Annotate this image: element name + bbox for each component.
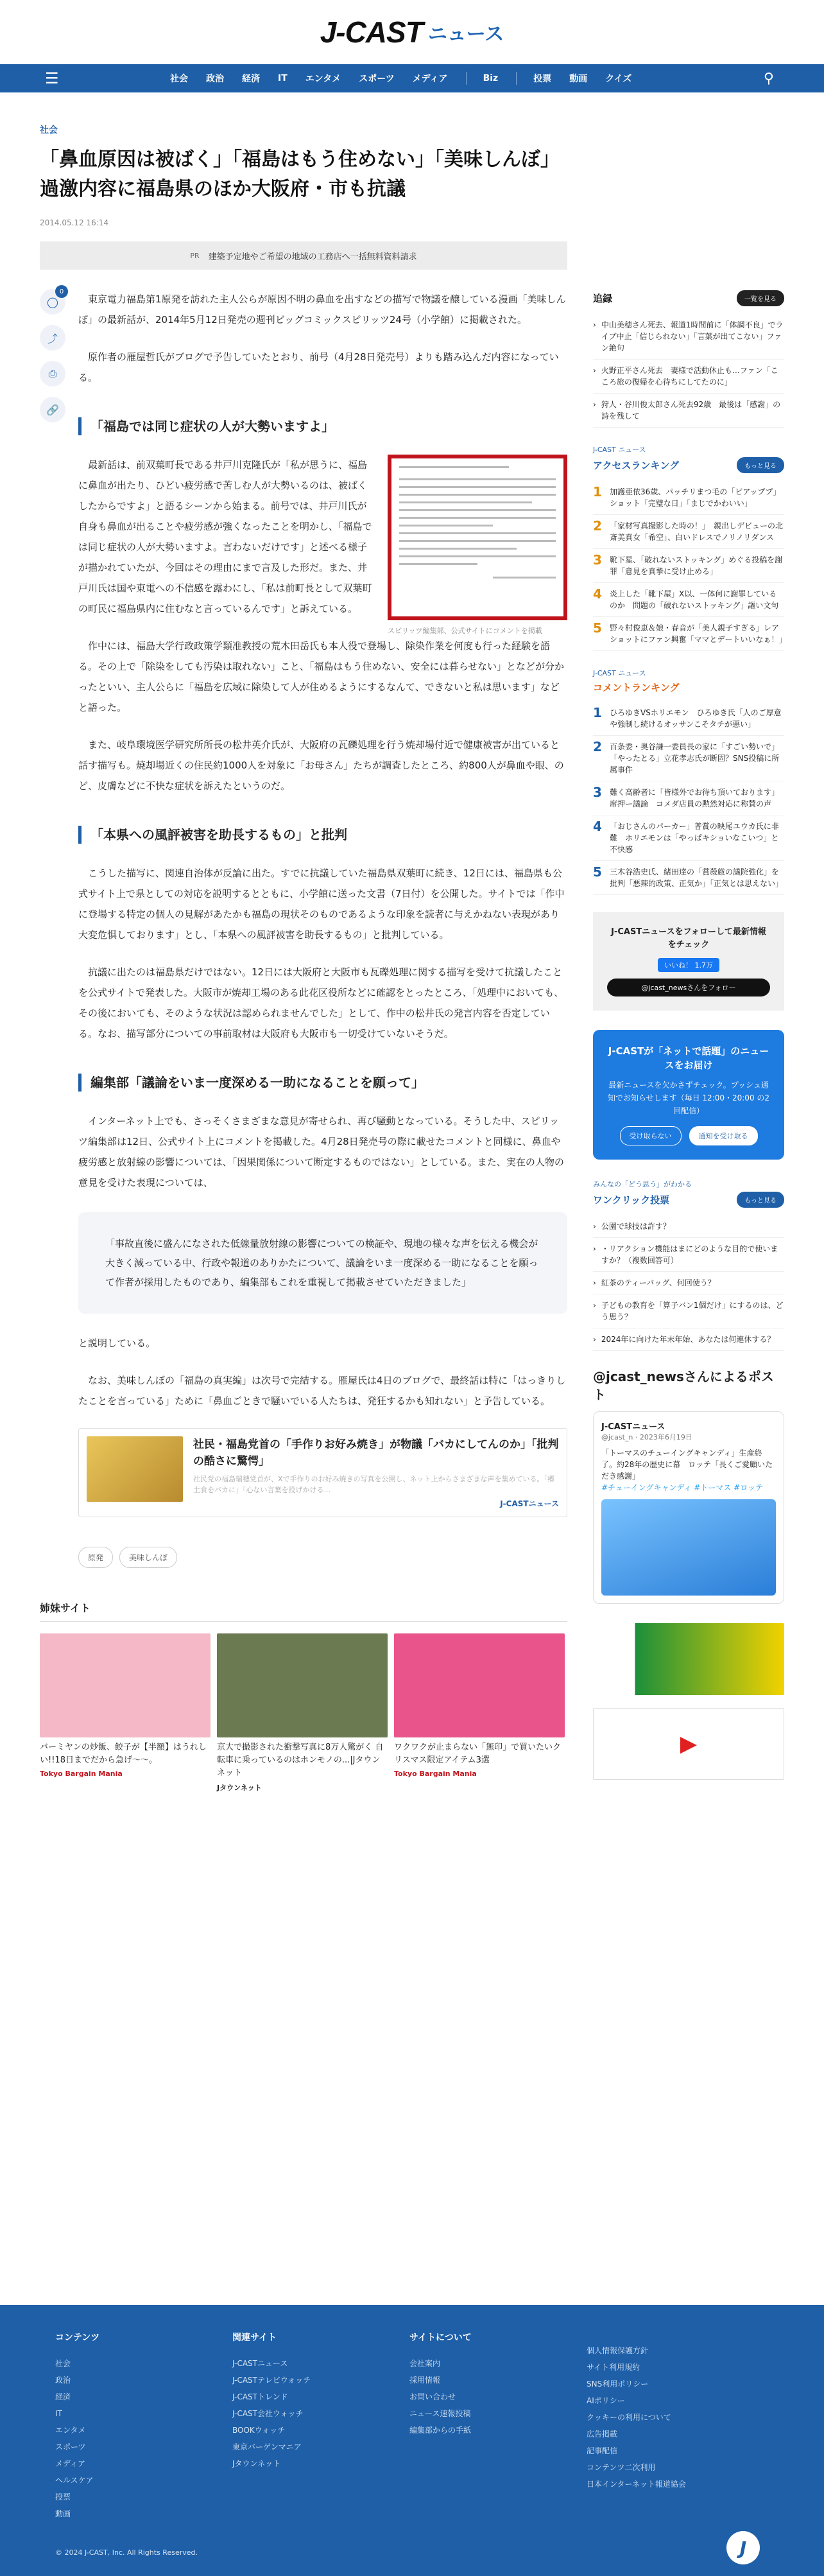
sister-sites-heading: 姉妹サイト [40, 1600, 567, 1622]
list-item-bullet: › [593, 1244, 596, 1253]
list-item-bullet: › [593, 1222, 596, 1231]
footer-column [232, 2331, 409, 2522]
youtube-channel-banner[interactable] [593, 1708, 784, 1780]
list-item[interactable] [593, 861, 784, 895]
pr-text: 建築予定地やご希望の地域の工務店へ一括無料資料請求 [208, 252, 417, 262]
related-article-source: J-CASTニュース [500, 1499, 559, 1508]
related-article-text [193, 1436, 559, 1509]
sister-sites [40, 1600, 567, 1793]
site-footer [0, 2305, 824, 2576]
list-item-text: 難く高齢者に「皆様外でお待ち頂いております」席押ー議論 コメダ店員の勲然対応に称賛の声 [610, 788, 780, 808]
footer-link[interactable]: スポーツ [55, 2442, 86, 2451]
list-item-text: 炎上した「靴下屋」X以、一体何に謝罪しているのか 問題の「破れないストッキング」謳い文句 [610, 589, 779, 610]
youtube-icon: ▶ [680, 1731, 698, 1757]
footer-link[interactable]: 社会 [55, 2359, 71, 2368]
figure-text-line [399, 563, 477, 565]
related-article-image [87, 1436, 183, 1502]
list-item[interactable] [593, 1272, 784, 1294]
footer-column [409, 2331, 587, 2522]
footer-link[interactable]: J-CASTトレンド [232, 2392, 288, 2401]
rank-number: 5 [593, 864, 602, 880]
comment-count-badge: 0 [55, 285, 68, 298]
list-item-text: 加護亜依36歳、パッチリまつ毛の「ビアッププ」ショット「完璧な日」「まじでかわいい」 [610, 487, 781, 508]
figure-text-line [399, 517, 556, 519]
article-body-area [40, 289, 567, 1568]
tag-oishinbo[interactable]: 美味しんぼ [119, 1547, 177, 1568]
figure-text-line [399, 494, 556, 496]
nav-item-biz[interactable]: Biz [483, 73, 499, 83]
copy-link-button[interactable] [40, 397, 65, 422]
push-accept-button[interactable]: 通知を受け取る [689, 1126, 758, 1145]
section-heading: 「福島では同じ症状の人が大勢いますよ」 [78, 417, 567, 435]
list-item-bullet: › [593, 1278, 596, 1287]
paragraph: インターネット上でも、さっそくさまざまな意見が寄せられ、再び騒動となっている。そうした中、スピリッツ編集部は12日、公式サイト上にコメントを掲載した。4月28日発売号の際に載せたコメントと同様に、鼻血や疲労感と放射線の影響については、「因果関係について断定するものではない」としている。また、実在の人物の意見を受けた表現については、 [78, 1115, 564, 1188]
nav-items [170, 72, 649, 85]
followup-title: 追録 [593, 293, 613, 304]
list-item[interactable] [593, 702, 784, 736]
footer-column [587, 2331, 764, 2522]
push-title: J-CASTが「ネットで話題」のニュースをお届け [608, 1045, 769, 1071]
list-item-text: 「家材写真撮影した時の！」 親出しデビューの北斎美真女「希空」、白いドレスでノリノリダンス [610, 521, 784, 542]
footer-link[interactable]: BOOKウォッチ [232, 2426, 286, 2435]
list-item[interactable] [593, 815, 784, 861]
article-title: 「鼻血原因は被ばく」「福島はもう住めない」「美味しんぼ」過激内容に福島県のほか大阪府・市も抗議 [40, 148, 560, 200]
footer-link[interactable]: 投票 [55, 2493, 71, 2502]
list-item[interactable] [593, 583, 784, 617]
site-logo[interactable] [320, 15, 504, 49]
article-content [78, 289, 567, 1568]
list-item[interactable] [593, 1328, 784, 1351]
x-post-name: J-CASTニュース [601, 1422, 665, 1432]
sister-card[interactable] [40, 1633, 210, 1793]
rank-number: 3 [593, 552, 602, 568]
list-item-text: 子どもの教育を「算子バン1個だけ」にするのは、どう思う？ [601, 1301, 784, 1321]
footer-link[interactable]: 東京バーゲンマニア [232, 2442, 302, 2451]
comment-ranking-mini: J-CAST ニュース [593, 669, 646, 677]
sister-card-source: Jタウンネット [217, 1784, 262, 1792]
list-item[interactable] [593, 781, 784, 815]
nav-item-sports[interactable]: スポーツ [359, 74, 395, 84]
nav-item-seiji[interactable]: 政治 [206, 74, 224, 84]
comment-ranking-list [593, 702, 784, 895]
sister-card-text: バーミヤンの炒飯、餃子が【半額】はうれしい!!18日までだから急げ〜〜。 [40, 1743, 207, 1765]
x-post[interactable] [593, 1411, 784, 1604]
list-item[interactable] [593, 736, 784, 781]
share-button[interactable] [40, 325, 65, 351]
rank-number: 2 [593, 518, 602, 534]
footer-column-heading: コンテンツ [55, 2333, 100, 2343]
list-item-text: 狩人・谷川俊太郎さん死去92歳 最後は「感謝」の詩を残して [601, 400, 781, 421]
section-heading: 編集部「議論をいま一度深める一助になることを願って」 [78, 1074, 567, 1092]
comment-button[interactable] [40, 289, 65, 315]
list-item[interactable] [593, 549, 784, 583]
footer-link[interactable]: 記事配信 [587, 2446, 618, 2455]
list-item[interactable] [593, 314, 784, 360]
list-item-text: 野々村俊恵＆娘・春音が「美人親子すぎる」レアショットにファン興奮「ママとデートいいなぁ！」 [610, 623, 787, 644]
sister-card[interactable] [217, 1633, 388, 1793]
followup-more-button[interactable]: 一覧を見る [737, 290, 784, 306]
sister-card-image [217, 1633, 388, 1737]
x-follow-button[interactable]: @jcast_newsさんをフォロー [607, 979, 770, 996]
footer-link[interactable]: 政治 [55, 2376, 71, 2385]
nav-divider [516, 72, 517, 85]
footer-link[interactable]: 日本インターネット報道協会 [587, 2480, 686, 2489]
footer-column-heading: 関連サイト [232, 2333, 277, 2343]
footer-link[interactable]: サイト利用規約 [587, 2363, 640, 2372]
rank-number: 1 [593, 484, 602, 500]
list-item[interactable] [593, 360, 784, 394]
figure-text-line [399, 509, 556, 511]
vote-more-button[interactable]: もっと見る [737, 1192, 784, 1208]
comment-ranking-header [593, 681, 784, 694]
sister-card-source: Tokyo Bargain Mania [40, 1770, 123, 1778]
figure-text-line [399, 532, 556, 534]
footer-link[interactable]: 採用情報 [409, 2376, 441, 2385]
pr-banner[interactable] [40, 241, 567, 270]
search-icon[interactable]: ⚲ [763, 71, 774, 87]
footer-link[interactable]: J-CAST会社ウォッチ [232, 2409, 304, 2418]
nav-item-entame[interactable]: エンタメ [305, 74, 341, 84]
footer-link[interactable]: AIポリシー [587, 2396, 625, 2405]
menu-icon[interactable]: ☰ [45, 69, 59, 87]
main-nav [0, 64, 824, 92]
paragraph: こうした描写に、関連自治体が反論に出た。すでに抗議していた福島県双葉町に続き、12日には、福島県も公式サイト上で県としての対応を説明するとともに、小学館に送った文書（7日付）を公開した。サイトでは「作中に登場する特定の個人の見解があたかも福島の現状そのものであるような印象を読者に与えかねない表現があり大変危惧しております」とし、「本県への風評被害を助長するもの」と批判している。 [78, 867, 565, 941]
list-item[interactable] [593, 394, 784, 428]
article-category[interactable]: 社会 [40, 125, 58, 135]
link-icon: 🔗 [46, 403, 59, 416]
push-notification-box [593, 1030, 784, 1160]
list-item[interactable] [593, 1294, 784, 1328]
followup-header [593, 290, 784, 306]
footer-link[interactable]: 個人情報保護方針 [587, 2346, 649, 2355]
x-post-body: 「トーマスのチューイングキャンディ」生産終了。約28年の歴史に幕 ロッテ「長くご愛顧いただき感謝」 [601, 1449, 773, 1481]
list-item[interactable] [593, 481, 784, 515]
footer-link[interactable]: 経済 [55, 2392, 71, 2401]
figure-text-line [399, 501, 532, 503]
vote-mini: みんなの「どう思う」がわかる [593, 1180, 692, 1188]
footer-link[interactable]: 編集部からの手紙 [409, 2426, 472, 2435]
footer-link[interactable]: IT [55, 2409, 62, 2418]
list-item[interactable] [593, 1215, 784, 1238]
rank-number: 2 [593, 739, 602, 754]
access-ranking-mini: J-CAST ニュース [593, 446, 646, 454]
push-description: 最新ニュースを欠かさずチェック。プッシュ通知でお知らせします（毎日 12:00・20:00 の2回配信） [607, 1081, 770, 1115]
figure-text-line [399, 540, 556, 542]
x-post-hashtags[interactable]: #チューイングキャンディ #トーマス #ロッテ [601, 1483, 763, 1492]
article [40, 123, 567, 1793]
figure-text-line [399, 486, 556, 488]
paragraph: 最新話は、前双葉町長である井戸川克隆氏が「私が思うに、福島に鼻血が出たり、ひどい疲労感で苦しむ人が大勢いるのは、被ばくしたからですよ」と語るシーンから始まる。前号では、井戸川氏が自身も鼻血が出ることや疲労感が強くなったことを明かし、「福島では同じ症状の人が大勢いますよ。言わないだけです」と述べる様子が描かれていたが、今回はその理由にまで言及した形だ。また、井戸川氏は国や東電への不信感を露わにし、「私は前町長として双葉町の町民に福島県内に住むなと言っているんです」と訴えている。 [78, 459, 372, 614]
list-item-text: 靴下星、「破れないストッキング」めぐる投稿を謝罪「意見を真摯に受け止める」 [610, 555, 783, 576]
share-bar [40, 289, 65, 433]
list-item-bullet: › [593, 320, 596, 329]
figure-text-line [399, 548, 517, 550]
figure-image[interactable] [388, 455, 567, 620]
figure-text-line [399, 478, 556, 480]
paragraph: また、岐阜環境医学研究所所長の松井英介氏が、大阪府の瓦礫処理を行う焼却場付近で健康被害が出ていると話す描写も。焼却場近くの住民約1000人を対象に「お母さん」たちが調査したところ、約800人が鼻血や眼、のど、皮膚などに不快な症状を訴えたというのだ。 [78, 739, 564, 792]
nav-item-vote[interactable]: 投票 [533, 74, 552, 84]
sister-sites-grid [40, 1633, 567, 1793]
article-figure[interactable] [388, 455, 567, 636]
facebook-like-button[interactable]: いいね！ 1.7万 [658, 958, 719, 972]
followup-list [593, 314, 784, 428]
footer-link[interactable]: Jタウンネット [232, 2459, 281, 2468]
comment-icon: ◯ [47, 295, 58, 308]
list-item-text: 2024年に向けた年末年始、あなたは何連休する？ [601, 1335, 775, 1344]
vote-list [593, 1215, 784, 1351]
list-item-text: 三木谷浩史氏、緒田達の「賞殺厳の議院強化」を批判「悪辣的政策、正気か」「正気とは思えない」 [610, 867, 784, 888]
article-date: 2014.05.12 16:14 [40, 218, 109, 227]
footer-link[interactable]: J-CASTニュース [232, 2359, 288, 2368]
footer-logo[interactable]: J [726, 2531, 760, 2564]
nav-item-keizai[interactable]: 経済 [242, 74, 260, 84]
footer-link[interactable]: 会社案内 [409, 2359, 441, 2368]
list-item-text: 中山美穂さん死去、報道1時間前に「体調不良」でライブ中止「信じられない」「言葉が出てこない」ファン絶句 [601, 320, 784, 352]
paragraph: 原作者の雁屋哲氏がブログで予告していたとおり、前号（4月28日発売号）よりも踏み込んだ内容になっている。 [78, 351, 559, 383]
follow-box [593, 912, 784, 1011]
rank-number: 4 [593, 819, 602, 834]
list-item-text: 「おじさんのパーカー」普賞の映尾ユウカ氏に非難 ホリエモンは「やっぱキショいなこいつ」と不快感 [610, 822, 779, 854]
vote-header [593, 1192, 784, 1208]
footer-columns [0, 2305, 824, 2522]
follow-title: J-CASTニュースをフォローして最新情報をチェック [611, 927, 766, 950]
related-article-title[interactable]: 社民・福島党首の「手作りお好み焼き」が物議「バカにしてんのか」「批判の酷さに驚愕」 [193, 1438, 559, 1468]
footer-link[interactable]: J-CASTテレビウォッチ [232, 2376, 311, 2385]
copyright: © 2024 J-CAST, Inc. All Rights Reserved. [55, 2548, 198, 2557]
sister-card[interactable] [394, 1633, 565, 1793]
sister-card-image [40, 1633, 210, 1737]
list-item-text: 火野正平さん死去 妻様で活動休止も…ファン「こころ旅の復帰を心待ちにしてたのに」 [601, 366, 778, 387]
footer-link[interactable]: 動画 [55, 2509, 71, 2518]
paragraph: と説明している。 [78, 1337, 156, 1349]
push-buttons [606, 1126, 771, 1145]
ad-banner[interactable] [593, 1623, 784, 1695]
blockquote: 「事故直後に盛んになされた低線量放射線の影響についての検証や、現地の様々な声を伝える機会が大きく減っている中、行政や報道のありかたについて、議論をいま一度深める一助になることを願って作者が採用したものであり、編集部もこれを重視して掲載させていただきました」 [78, 1212, 567, 1314]
sister-card-source: Tokyo Bargain Mania [394, 1770, 477, 1778]
access-ranking-list [593, 481, 787, 651]
footer-link[interactable]: SNS利用ポリシー [587, 2380, 649, 2389]
comment-ranking-title: コメントランキング [593, 682, 680, 693]
rank-number: 3 [593, 785, 602, 800]
sister-card-image [394, 1633, 565, 1737]
list-item-bullet: › [593, 1335, 596, 1344]
list-item-text: 紅茶のティーバッグ、何回使う？ [601, 1278, 716, 1287]
figure-row [78, 455, 567, 636]
list-item[interactable] [593, 617, 787, 651]
list-item-bullet: › [593, 366, 596, 375]
sister-card-text: 京大で撮影された衝撃写真に8万人驚がく 自転車に乗っているのはホンモノの...|Jタウンネット [217, 1743, 384, 1778]
print-button[interactable] [40, 361, 65, 387]
list-item-text: 百条委・奥谷謙一委員長の家に「すごい勢いで」「やったとる」立花孝志氏が断固？SNS投稿に所属事件 [610, 742, 780, 774]
logo-main: J-CAST [320, 15, 423, 49]
paragraph: 抗議に出たのは福島県だけではない。12日には大阪府と大阪市も瓦礫処理に関する描写を受けて抗議したことを公式サイトで発表した。大阪市が焼却工場のある此花区役所などに確認をとったところ、「処理中においても、その後においても、そのような状況は認められませんでした」として、作中の松井氏の発言内容を否定している。なお、描写部分についての事前取材は大阪府も大阪市も一切受けていないそうだ。 [78, 966, 564, 1040]
related-article-card[interactable] [78, 1428, 567, 1517]
nav-item-shakai[interactable]: 社会 [170, 74, 188, 84]
figure-text-line [399, 525, 493, 527]
rank-number: 1 [593, 705, 602, 720]
figure-caption: スピリッツ編集部、公式サイトにコメントを掲載 [388, 627, 542, 635]
rank-number: 4 [593, 586, 602, 602]
list-item-bullet: › [593, 1301, 596, 1310]
logo-sub: ニュース [427, 23, 504, 46]
list-item-text: ひろゆきVSホリエモン ひろゆき氏「人のご厚意や強制し続けるオッサンこそタチが悪い」 [610, 708, 782, 729]
paragraph: 東京電力福島第1原発を訪れた主人公らが原因不明の鼻血を出すなどの描写で物議を醸している漫画「美味しんぼ」の最新話が、2014年5月12日発売の週刊ビッグコミックスピリッツ24号（小学館）に掲載された。 [78, 293, 566, 326]
vote-title: ワンクリック投票 [593, 1194, 670, 1206]
pr-label: PR [190, 251, 200, 260]
list-item[interactable] [593, 515, 784, 549]
related-article-desc: 社民党の福島瑞穂党首が、Xで手作りのお好み焼きの写真を公開し、ネット上からさまざまな声を集めている。「郷土食をバカに」「心ない言葉を投げかける... [193, 1475, 555, 1494]
nav-item-quiz[interactable]: クイズ [605, 74, 632, 84]
paragraph: 作中には、福島大学行政政策学類准教授の荒木田岳氏も本人役で登場し、除染作業を何度も行った経験を語る。その上で「除染をしても汚染は取れない」こと、「福島はもう住めない、安全には暮らせない」となどが分かったといい、主人公らに「福島を広域に除染して人が住めるようにするなんて、できないと私は思います」などと語った。 [78, 640, 565, 713]
site-header [0, 0, 824, 64]
access-ranking-more-button[interactable]: もっと見る [737, 457, 784, 473]
tag-genpatsu[interactable]: 原発 [78, 1547, 113, 1568]
x-embed [593, 1368, 784, 1604]
access-ranking-header [593, 457, 784, 473]
access-ranking-title: アクセスランキング [593, 460, 680, 471]
x-post-image[interactable] [601, 1499, 776, 1596]
footer-link[interactable]: エンタメ [55, 2426, 86, 2435]
footer-link[interactable]: メディア [55, 2459, 86, 2468]
nav-item-media[interactable]: メディア [412, 74, 448, 84]
footer-link[interactable]: クッキーの利用について [587, 2413, 671, 2422]
push-decline-button[interactable]: 受け取らない [620, 1126, 682, 1145]
print-icon: ⎙ [48, 367, 57, 379]
nav-item-video[interactable]: 動画 [569, 74, 588, 84]
footer-link[interactable]: ヘルスケア [55, 2476, 94, 2485]
footer-column-heading: サイトについて [409, 2333, 472, 2343]
footer-link[interactable]: コンテンツ二次利用 [587, 2463, 656, 2472]
section-heading: 「本県への風評被害を助長するもの」と批判 [78, 826, 567, 844]
figure-text-line [399, 466, 509, 468]
nav-item-it[interactable]: IT [278, 73, 288, 83]
rank-number: 5 [593, 620, 602, 636]
tag-list [78, 1547, 567, 1568]
list-item-text: 公園で球技は許す？ [601, 1222, 671, 1231]
x-post-handle: @jcast_n · 2023年6月19日 [601, 1433, 692, 1441]
list-item-bullet: › [593, 400, 596, 409]
footer-link[interactable]: お問い合わせ [409, 2392, 456, 2401]
figure-text-line [493, 577, 556, 579]
footer-link[interactable]: ニュース速報投稿 [409, 2409, 471, 2418]
list-item-text: ・リアクション機能はまにどのような目的で使いますか？（複数回答可） [601, 1244, 778, 1265]
list-item[interactable] [593, 1238, 784, 1272]
x-embed-title: @jcast_newsさんによるポスト [593, 1369, 774, 1402]
footer-column [55, 2331, 232, 2522]
sidebar [593, 290, 787, 1793]
share-icon: ⤴ [47, 332, 58, 345]
figure-text-line [399, 555, 556, 557]
nav-divider [466, 72, 467, 85]
main-wrap [0, 123, 824, 1793]
footer-link[interactable]: 広告掲載 [587, 2430, 618, 2439]
sister-card-text: ワクワクが止まらない「無印」で買いたいクリスマス限定アイテム3選 [394, 1743, 562, 1765]
paragraph: なお、美味しんぼの「福島の真実編」は次号で完結する。雁屋氏は4日のブログで、最終話は特に「はっきりしたことを言っている」ために「鼻血ごときで騒いでいる人たちは、発狂するかも知れない」と予告している。 [78, 1375, 566, 1407]
